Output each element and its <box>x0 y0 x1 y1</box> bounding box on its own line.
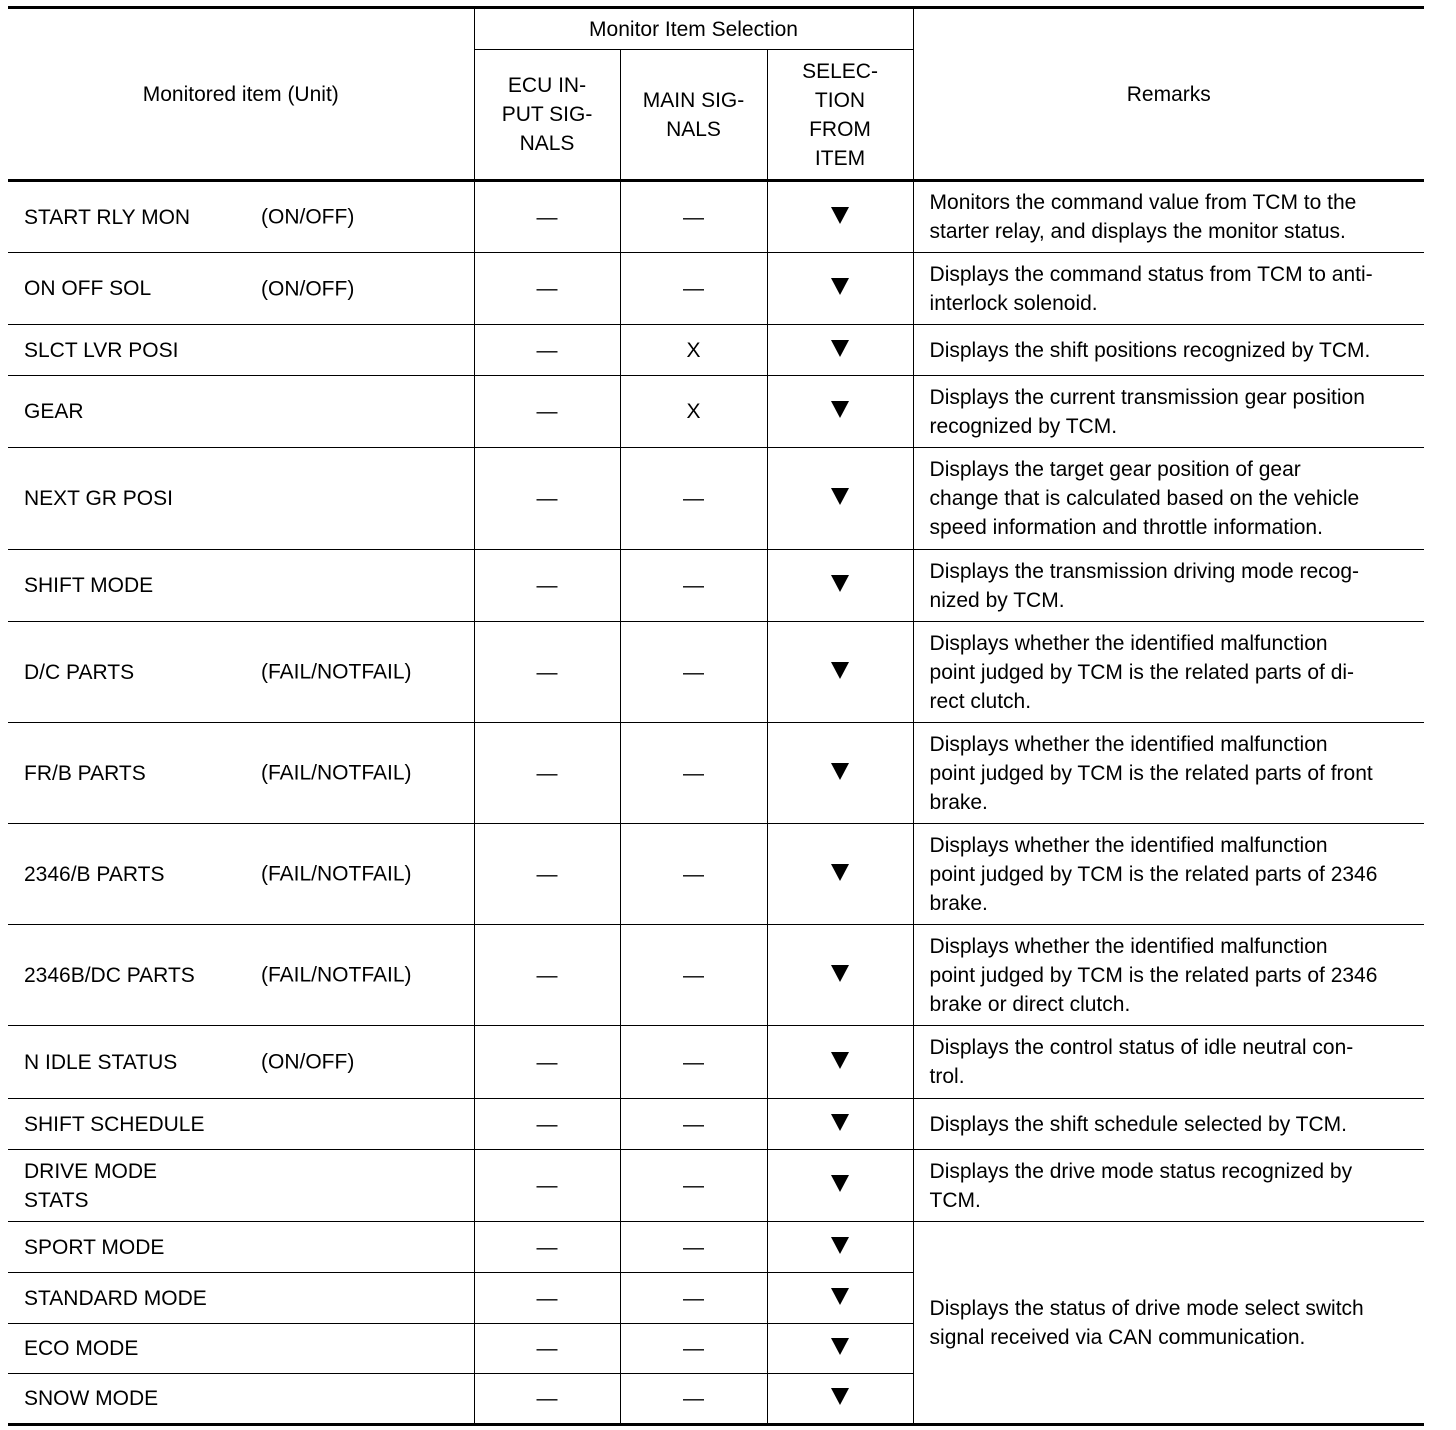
text-line: recognized by TCM. <box>929 414 1118 438</box>
text-line: SLCT LVR POSI <box>24 338 179 362</box>
header-main-signals <box>620 50 767 181</box>
header-remarks: Remarks <box>913 8 1424 181</box>
main-signals-cell: X <box>620 376 767 448</box>
item-unit: (ON/OFF) <box>261 205 355 229</box>
main-signals-cell: — <box>620 550 767 622</box>
ecu-input-signals-cell: — <box>474 1150 620 1222</box>
text-line: START RLY MON <box>24 205 191 229</box>
text-line: Displays the shift positions recognized by TCM. <box>929 338 1371 362</box>
main-signals-cell: X <box>620 325 767 376</box>
ecu-input-signals-cell: — <box>474 325 620 376</box>
table-row <box>8 1099 1424 1150</box>
monitored-item <box>8 181 474 253</box>
ecu-input-signals-cell: — <box>474 181 620 253</box>
triangle-down-icon <box>831 1237 849 1254</box>
text-line: Displays whether the identified malfunction <box>929 934 1328 958</box>
text-line: speed information and throttle information. <box>929 516 1323 539</box>
main-signals-cell: — <box>620 1150 767 1222</box>
text-line: point judged by TCM is the related parts of di- <box>929 660 1355 684</box>
text-line: point judged by TCM is the related parts of 2346 <box>929 963 1378 987</box>
remarks-cell <box>913 723 1424 824</box>
text-line: STANDARD MODE <box>24 1286 207 1310</box>
triangle-down-icon <box>831 401 849 418</box>
text-line: Displays the current transmission gear position <box>929 385 1365 409</box>
text-line: Displays the target gear position of gear <box>929 458 1301 481</box>
text-line: Displays whether the identified malfunction <box>929 732 1328 756</box>
selection-from-item-cell <box>767 1099 913 1150</box>
text-line: ECO MODE <box>24 1337 139 1360</box>
text-line: point judged by TCM is the related parts of front <box>929 761 1373 785</box>
text-line: SNOW MODE <box>24 1387 159 1410</box>
remarks-cell <box>913 253 1424 325</box>
remarks-cell <box>913 181 1424 253</box>
main-signals-cell: — <box>620 1222 767 1273</box>
table-row <box>8 550 1424 622</box>
text-line: SHIFT MODE <box>24 574 154 597</box>
text-line: signal received via CAN communication. <box>929 1325 1306 1349</box>
table-row <box>8 448 1424 550</box>
item-unit: (FAIL/NOTFAIL) <box>261 862 412 886</box>
remarks-cell <box>913 1150 1424 1222</box>
text-line: 2346B/DC PARTS <box>24 963 195 987</box>
text-line: TION <box>814 88 866 112</box>
ecu-input-signals-cell: — <box>474 925 620 1026</box>
table-row <box>8 824 1424 925</box>
item-unit: (FAIL/NOTFAIL) <box>261 660 412 684</box>
remarks-cell <box>913 325 1424 376</box>
selection-from-item-cell <box>767 824 913 925</box>
remarks-cell <box>913 622 1424 723</box>
main-signals-cell: — <box>620 181 767 253</box>
text-line: Displays the command status from TCM to anti- <box>929 262 1373 286</box>
remarks-cell <box>913 376 1424 448</box>
selection-from-item-cell <box>767 1324 913 1374</box>
triangle-down-icon <box>831 488 849 505</box>
text-line: brake. <box>929 891 988 915</box>
ecu-input-signals-cell: — <box>474 723 620 824</box>
text-line: ITEM <box>814 146 866 170</box>
text-line: NALS <box>519 132 575 155</box>
monitored-item <box>8 1222 474 1273</box>
header-monitor-item-selection: Monitor Item Selection <box>474 8 913 50</box>
ecu-input-signals-cell: — <box>474 824 620 925</box>
selection-from-item-cell <box>767 1150 913 1222</box>
table-row <box>8 1150 1424 1222</box>
text-line: rect clutch. <box>929 689 1032 713</box>
text-line: SHIFT SCHEDULE <box>24 1112 205 1136</box>
remarks-cell <box>913 925 1424 1026</box>
text-line: D/C PARTS <box>24 660 135 684</box>
header-ecu-input-signals <box>474 50 620 181</box>
triangle-down-icon <box>831 278 849 295</box>
selection-from-item-cell <box>767 622 913 723</box>
remarks-cell <box>913 550 1424 622</box>
ecu-input-signals-cell: — <box>474 1222 620 1273</box>
main-signals-cell: — <box>620 925 767 1026</box>
triangle-down-icon <box>831 207 849 224</box>
header-monitored-item: Monitored item (Unit) <box>8 8 474 181</box>
text-line: starter relay, and displays the monitor status. <box>929 220 1346 243</box>
triangle-down-icon <box>831 1388 849 1405</box>
monitored-item <box>8 550 474 622</box>
text-line: N IDLE STATUS <box>24 1050 178 1074</box>
table-row <box>8 723 1424 824</box>
monitor-item-table <box>8 6 1424 1426</box>
main-signals-cell: — <box>620 448 767 550</box>
triangle-down-icon <box>831 1175 849 1192</box>
text-line: Displays the status of drive mode select switch <box>929 1296 1364 1320</box>
main-signals-cell: — <box>620 824 767 925</box>
ecu-input-signals-cell: — <box>474 622 620 723</box>
text-line: brake or direct clutch. <box>929 992 1131 1016</box>
main-signals-cell: — <box>620 1026 767 1099</box>
item-unit: (ON/OFF) <box>261 277 355 300</box>
triangle-down-icon <box>831 1288 849 1305</box>
table-row <box>8 325 1424 376</box>
main-signals-cell: — <box>620 1099 767 1150</box>
text-line: change that is calculated based on the vehicle <box>929 487 1360 510</box>
main-signals-cell: — <box>620 1324 767 1374</box>
selection-from-item-cell <box>767 723 913 824</box>
remarks-cell <box>913 448 1424 550</box>
triangle-down-icon <box>831 1338 849 1355</box>
monitored-item <box>8 1150 474 1222</box>
monitored-item <box>8 1374 474 1425</box>
triangle-down-icon <box>831 1114 849 1131</box>
triangle-down-icon <box>831 965 849 982</box>
selection-from-item-cell <box>767 1374 913 1425</box>
text-line: FROM <box>809 117 871 141</box>
table-row <box>8 925 1424 1026</box>
selection-from-item-cell <box>767 1273 913 1324</box>
ecu-input-signals-cell: — <box>474 550 620 622</box>
monitored-item <box>8 723 474 824</box>
table-row <box>8 376 1424 448</box>
monitored-item <box>8 925 474 1026</box>
text-line: Displays whether the identified malfunction <box>929 631 1328 655</box>
text-line: SELEC- <box>802 59 878 83</box>
selection-from-item-cell <box>767 925 913 1026</box>
item-unit: (FAIL/NOTFAIL) <box>261 963 412 987</box>
selection-from-item-cell <box>767 1026 913 1099</box>
ecu-input-signals-cell: — <box>474 1273 620 1324</box>
selection-from-item-cell <box>767 376 913 448</box>
text-line: NEXT GR POSI <box>24 487 173 510</box>
text-line: Displays the shift schedule selected by TCM. <box>929 1112 1347 1136</box>
ecu-input-signals-cell: — <box>474 376 620 448</box>
text-line: FR/B PARTS <box>24 761 146 785</box>
text-line: TCM. <box>929 1188 981 1212</box>
ecu-input-signals-cell: — <box>474 1026 620 1099</box>
monitored-item <box>8 1324 474 1374</box>
table-row <box>8 181 1424 253</box>
text-line: Displays the control status of idle neutral con- <box>929 1036 1354 1059</box>
monitored-item <box>8 325 474 376</box>
monitored-item <box>8 1099 474 1150</box>
text-line: DRIVE MODE <box>24 1159 158 1183</box>
remarks-cell <box>913 1222 1424 1425</box>
main-signals-cell: — <box>620 723 767 824</box>
text-line: PUT SIG- <box>501 103 593 126</box>
text-line: nized by TCM. <box>929 588 1065 612</box>
monitored-item <box>8 1273 474 1324</box>
triangle-down-icon <box>831 340 849 357</box>
selection-from-item-cell <box>767 550 913 622</box>
table-row <box>8 253 1424 325</box>
table-row <box>8 1026 1424 1099</box>
ecu-input-signals-cell: — <box>474 448 620 550</box>
triangle-down-icon <box>831 864 849 881</box>
text-line: GEAR <box>24 400 84 423</box>
table-row <box>8 1222 1424 1273</box>
text-line: SPORT MODE <box>24 1235 165 1259</box>
remarks-cell <box>913 824 1424 925</box>
ecu-input-signals-cell: — <box>474 253 620 325</box>
text-line: Displays whether the identified malfunction <box>929 833 1328 857</box>
text-line: NALS <box>666 117 721 141</box>
text-line: 2346/B PARTS <box>24 862 165 886</box>
item-unit: (ON/OFF) <box>261 1050 355 1074</box>
triangle-down-icon <box>831 575 849 592</box>
text-line: Monitors the command value from TCM to the <box>929 191 1357 214</box>
text-line: Displays the transmission driving mode recog- <box>929 559 1360 583</box>
text-line: trol. <box>929 1065 965 1088</box>
main-signals-cell: — <box>620 622 767 723</box>
main-signals-cell: — <box>620 1374 767 1425</box>
text-line: brake. <box>929 790 988 814</box>
ecu-input-signals-cell: — <box>474 1374 620 1425</box>
monitored-item <box>8 376 474 448</box>
table-row <box>8 622 1424 723</box>
remarks-cell <box>913 1099 1424 1150</box>
text-line: Displays the drive mode status recognized by <box>929 1159 1353 1183</box>
monitored-item <box>8 824 474 925</box>
ecu-input-signals-cell: — <box>474 1099 620 1150</box>
main-signals-cell: — <box>620 253 767 325</box>
selection-from-item-cell <box>767 253 913 325</box>
monitored-item <box>8 253 474 325</box>
text-line: STATS <box>24 1188 89 1212</box>
text-line: interlock solenoid. <box>929 291 1098 315</box>
monitored-item <box>8 448 474 550</box>
triangle-down-icon <box>831 1052 849 1069</box>
selection-from-item-cell <box>767 448 913 550</box>
monitored-item <box>8 1026 474 1099</box>
text-line: point judged by TCM is the related parts of 2346 <box>929 862 1378 886</box>
text-line: ON OFF SOL <box>24 277 152 300</box>
selection-from-item-cell <box>767 181 913 253</box>
monitored-item <box>8 622 474 723</box>
text-line: ECU IN- <box>507 74 587 97</box>
main-signals-cell: — <box>620 1273 767 1324</box>
ecu-input-signals-cell: — <box>474 1324 620 1374</box>
triangle-down-icon <box>831 763 849 780</box>
selection-from-item-cell <box>767 1222 913 1273</box>
triangle-down-icon <box>831 662 849 679</box>
remarks-cell <box>913 1026 1424 1099</box>
selection-from-item-cell <box>767 325 913 376</box>
header-selection-from-item <box>767 50 913 181</box>
item-unit: (FAIL/NOTFAIL) <box>261 761 412 785</box>
text-line: MAIN SIG- <box>642 88 745 112</box>
